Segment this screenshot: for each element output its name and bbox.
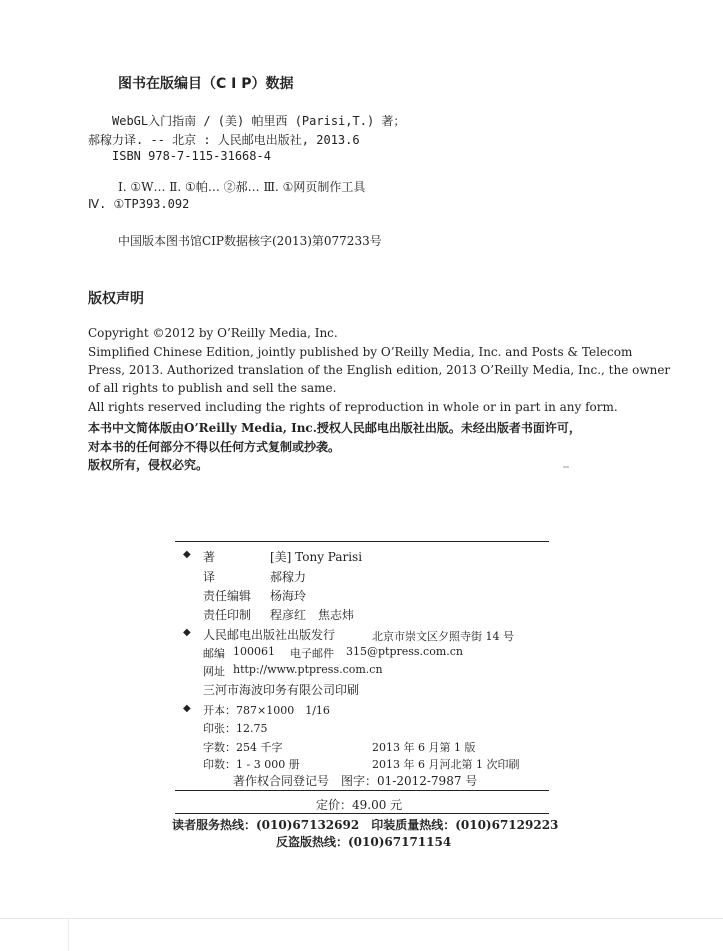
- price-line: 定价：49.00 元: [316, 798, 403, 812]
- edition-line: 2013 年 6 月第 1 版: [372, 741, 476, 754]
- cn-rights-pre: 本书中文简体版由: [88, 421, 185, 435]
- editor-label: 责任编辑: [203, 589, 252, 603]
- sheets-line: 印张：12.75: [203, 722, 268, 735]
- cn-rights-line-3: 版权所有，侵权必究。: [88, 458, 209, 472]
- cn-rights-post: 授权人民邮电出版社出版。未经出版者书面许可，: [316, 421, 581, 435]
- bullet-icon: ◆: [183, 627, 191, 638]
- cn-rights-line-1: [88, 419, 581, 436]
- print-supervisor-label: 责任印制: [203, 608, 252, 622]
- words-line: 字数：254 千字: [203, 741, 283, 754]
- colophon-bottom-rule: [175, 813, 549, 814]
- cip-line-title: WebGL入门指南 / (美) 帕里西 (Parisi,T.) 著；: [112, 114, 406, 128]
- cip-line-isbn: ISBN 978-7-115-31668-4: [112, 149, 271, 163]
- cip-title: 图书在版编目（C I P）数据: [118, 76, 294, 92]
- bullet-icon: ◆: [183, 703, 191, 714]
- postcode-label: 邮编: [203, 647, 225, 660]
- copyright-heading: 版权声明: [88, 291, 144, 307]
- postcode-value: 100061: [233, 645, 275, 658]
- publisher-address: 北京市崇文区夕照寺街 14 号: [372, 630, 514, 643]
- copyright-line: Copyright ©2012 by O’Reilly Media, Inc.: [88, 326, 338, 340]
- cip-line-translator: 郝稼力译. -- 北京 : 人民邮电出版社, 2013.6: [88, 133, 360, 147]
- edition-statement-3: of all rights to publish and sell the same.: [88, 381, 337, 395]
- translator-value: 郝稼力: [270, 570, 307, 584]
- scan-edge-line: [68, 918, 69, 951]
- colophon-top-rule: [175, 541, 549, 542]
- cip-line-classification: Ⅰ. ①W… Ⅱ. ①帕… ②郝… Ⅲ. ①网页制作工具: [118, 180, 366, 194]
- cip-line-tp: Ⅳ. ①TP393.092: [88, 197, 190, 211]
- author-value: [美] Tony Parisi: [270, 550, 363, 564]
- email-label: 电子邮件: [290, 647, 334, 660]
- rights-statement: All rights reserved including the rights of reproduction in whole or in part in any form.: [88, 400, 618, 414]
- copies-line: 印数：1 - 3 000 册: [203, 758, 300, 771]
- hotline-line-2: 反盗版热线：(010)67171154: [276, 835, 452, 849]
- contract-registration: 著作权合同登记号 图字：01-2012-7987 号: [233, 774, 478, 788]
- publisher-line: 人民邮电出版社出版发行: [203, 628, 336, 642]
- translator-label: 译: [203, 570, 216, 584]
- editor-value: 杨海玲: [270, 589, 307, 603]
- scan-speck: [563, 466, 569, 468]
- cip-approval-number: 中国版本图书馆CIP数据核字(2013)第077233号: [118, 234, 382, 248]
- website-value: http://www.ptpress.com.cn: [233, 663, 383, 676]
- edition-statement-2: Press, 2013. Authorized translation of the English edition, 2013 O’Reilly Media, Inc., the owner: [88, 363, 671, 377]
- edition-statement-1: Simplified Chinese Edition, jointly published by O’Reilly Media, Inc. and Posts & Telecom: [88, 345, 633, 359]
- print-supervisor-value: 程彦红 焦志炜: [270, 608, 355, 622]
- author-label: 著: [203, 550, 216, 564]
- cn-rights-brand: O’Reilly Media, Inc.: [184, 421, 317, 435]
- printer-line: 三河市海波印务有限公司印刷: [203, 683, 360, 697]
- printing-line: 2013 年 6 月河北第 1 次印刷: [372, 758, 520, 771]
- website-label: 网址: [203, 665, 225, 678]
- cn-rights-line-2: 对本书的任何部分不得以任何方式复制或抄袭。: [88, 440, 341, 454]
- format-line: 开本：787×1000 1/16: [203, 704, 330, 717]
- hotline-line-1: 读者服务热线：(010)67132692 印装质量热线：(010)67129223: [172, 818, 559, 832]
- colophon-middle-rule: [175, 790, 549, 791]
- email-value: 315@ptpress.com.cn: [346, 645, 464, 658]
- scan-edge-line: [0, 918, 723, 919]
- bullet-icon: ◆: [183, 549, 191, 560]
